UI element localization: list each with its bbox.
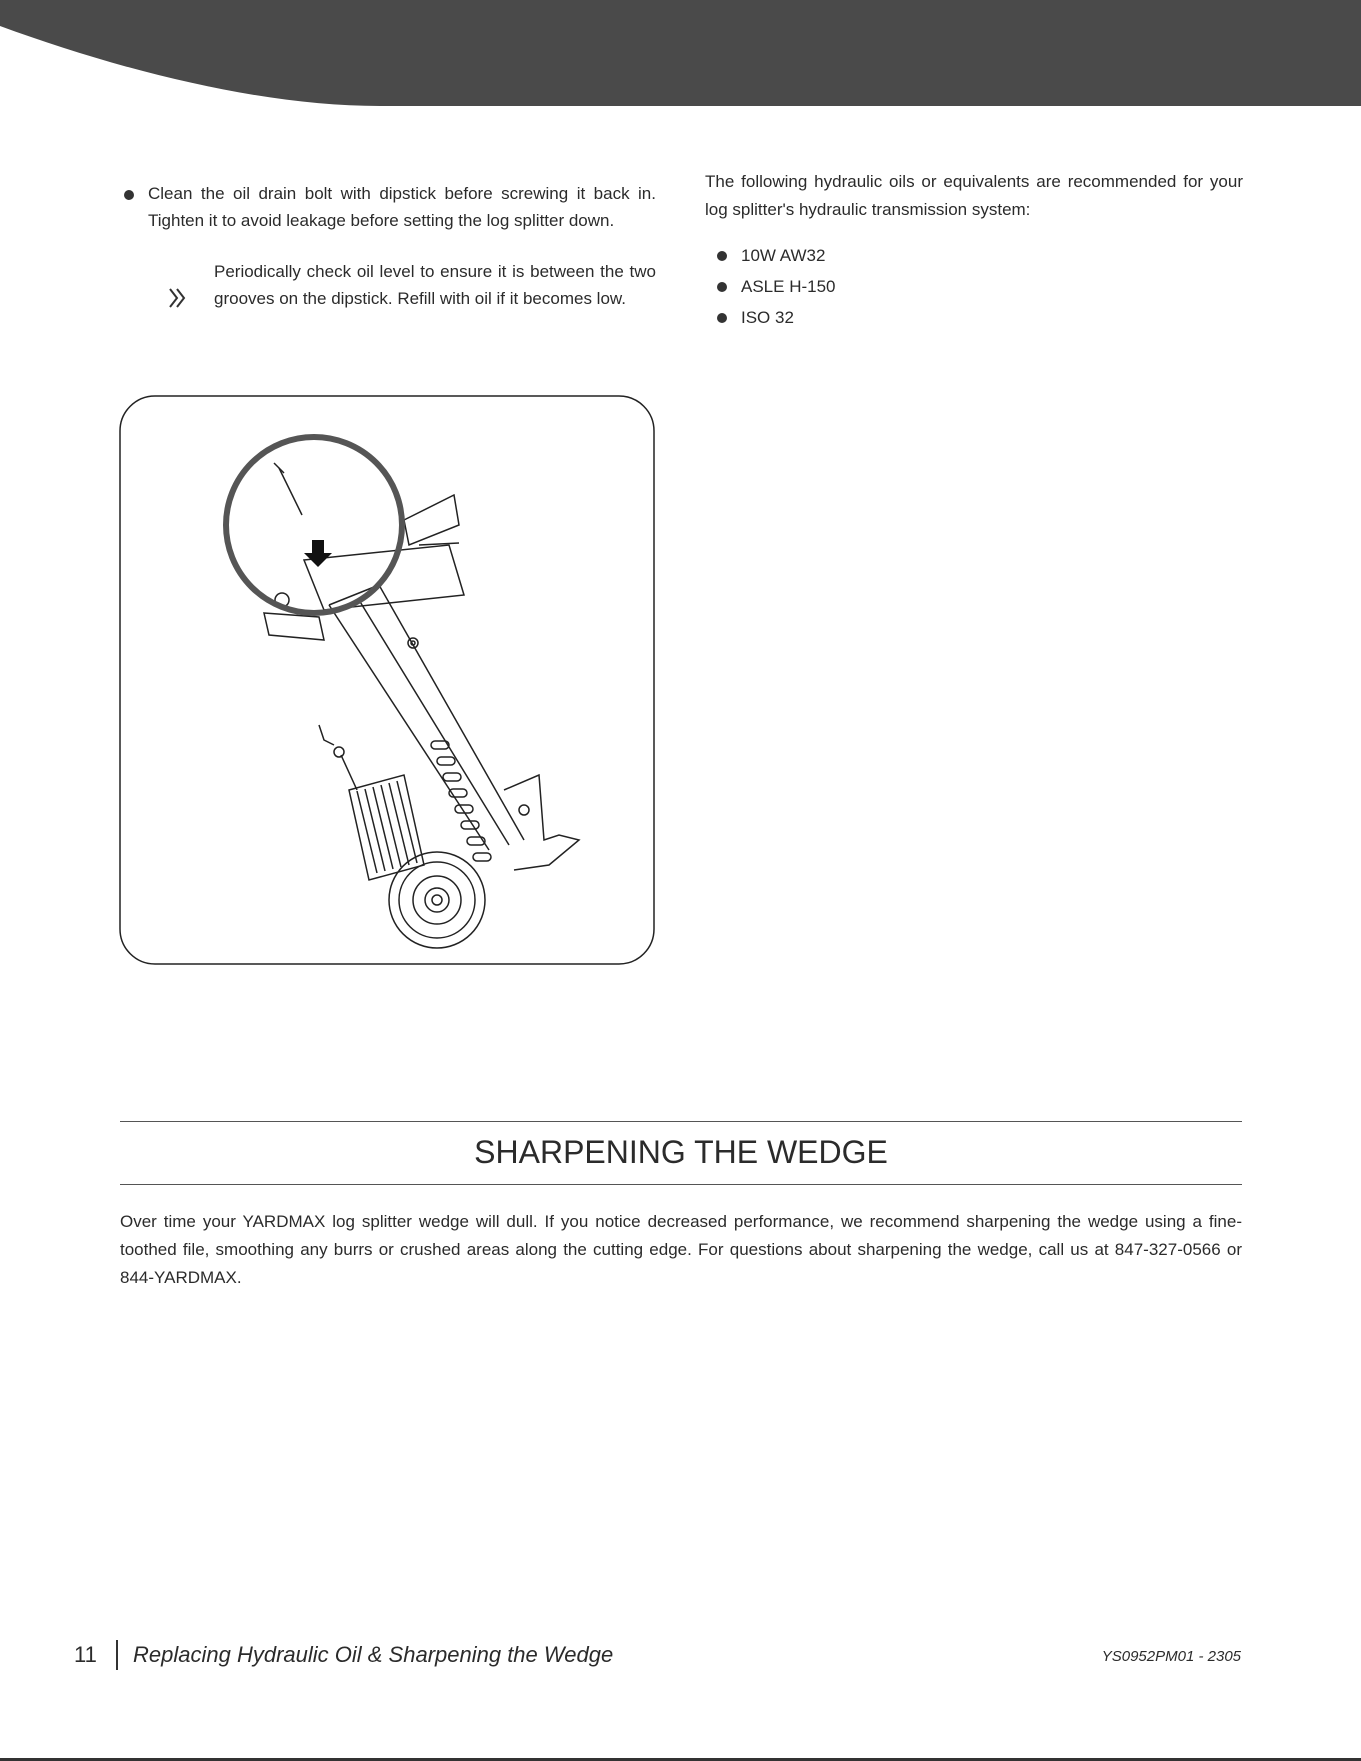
bullet-item xyxy=(120,180,656,234)
footer-divider xyxy=(116,1640,118,1670)
tip-note xyxy=(120,258,656,312)
right-column xyxy=(705,168,1243,333)
list-item xyxy=(705,271,1243,302)
header-band xyxy=(0,0,1361,110)
tip-text: Periodically check oil level to ensure it is between the two grooves on the dipstick. Refill with oil if it becomes low. xyxy=(214,262,656,308)
oil-intro: The following hydraulic oils or equivalents are recommended for your log splitter's hydraulic transmission system: xyxy=(705,172,1243,219)
section-body: Over time your YARDMAX log splitter wedge will dull. If you notice decreased performance, we recommend sharpening the wedge using a fine-toothed file, smoothing any burrs or crushed areas along the cutting edge. For questions about sharpening the wedge, call us at 847-327-0566 or 844-YARDMAX. xyxy=(120,1212,1242,1287)
bullet-dot-icon xyxy=(717,313,727,323)
section-title: SHARPENING THE WEDGE xyxy=(474,1134,888,1170)
bullet-dot-icon xyxy=(717,251,727,261)
footer-title: Replacing Hydraulic Oil & Sharpening the Wedge xyxy=(133,1642,614,1667)
left-column xyxy=(120,180,656,312)
section-rule-top xyxy=(120,1121,1242,1122)
page-number: 11 xyxy=(74,1642,97,1667)
oil-name: 10W AW32 xyxy=(741,246,826,265)
oil-list xyxy=(705,240,1243,333)
document-code: YS0952PM01 - 2305 xyxy=(1101,1648,1241,1665)
list-item xyxy=(705,302,1243,333)
bullet-text: Clean the oil drain bolt with dipstick before screwing it back in. Tighten it to avoid leakage before setting the log splitter down. xyxy=(148,184,656,230)
oil-name: ISO 32 xyxy=(741,308,794,327)
bullet-dot-icon xyxy=(717,282,727,292)
section-rule-bottom xyxy=(120,1184,1242,1185)
bullet-dot-icon xyxy=(124,190,134,200)
double-chevron-right-icon xyxy=(166,286,190,310)
log-splitter-figure xyxy=(119,395,655,965)
list-item xyxy=(705,240,1243,271)
oil-name: ASLE H-150 xyxy=(741,277,836,296)
